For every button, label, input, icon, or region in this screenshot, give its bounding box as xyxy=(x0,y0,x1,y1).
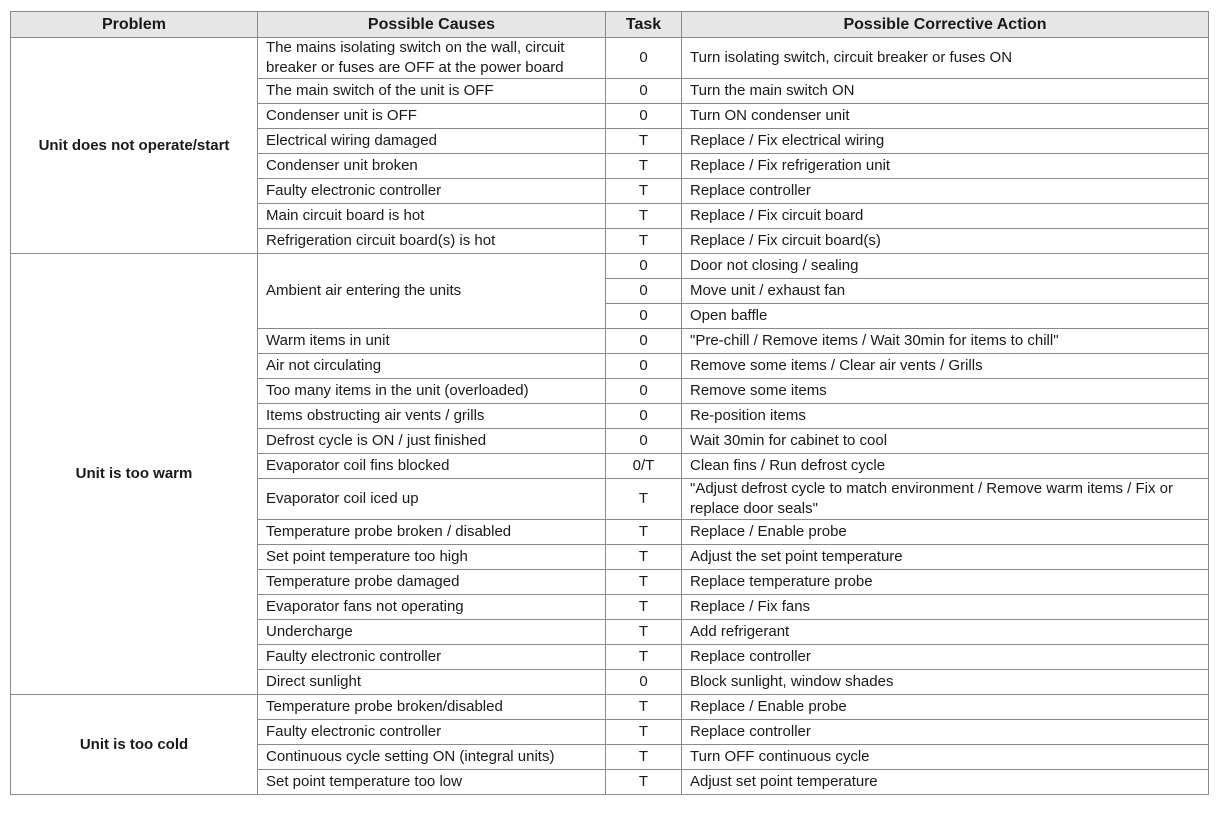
corrective-action-cell: Replace / Enable probe xyxy=(682,520,1209,545)
header-row xyxy=(11,12,1209,38)
corrective-action-cell: Wait 30min for cabinet to cool xyxy=(682,429,1209,454)
cause-cell: Faulty electronic controller xyxy=(258,179,606,204)
header-task: Task xyxy=(606,12,682,38)
corrective-action-cell: Replace / Fix electrical wiring xyxy=(682,129,1209,154)
corrective-action-cell: Adjust the set point temperature xyxy=(682,545,1209,570)
cause-cell: Warm items in unit xyxy=(258,329,606,354)
cause-cell: Evaporator coil fins blocked xyxy=(258,454,606,479)
corrective-action-cell: Add refrigerant xyxy=(682,620,1209,645)
cause-cell: Evaporator coil iced up xyxy=(258,479,606,520)
task-cell: 0 xyxy=(606,329,682,354)
task-cell: 0 xyxy=(606,38,682,79)
task-cell: T xyxy=(606,745,682,770)
table-row xyxy=(11,38,1209,79)
cause-cell: Continuous cycle setting ON (integral units) xyxy=(258,745,606,770)
cause-cell: Air not circulating xyxy=(258,354,606,379)
corrective-action-cell: Turn OFF continuous cycle xyxy=(682,745,1209,770)
task-cell: T xyxy=(606,620,682,645)
task-cell: 0 xyxy=(606,379,682,404)
task-cell: T xyxy=(606,720,682,745)
cause-cell: Electrical wiring damaged xyxy=(258,129,606,154)
task-cell: 0 xyxy=(606,304,682,329)
cause-cell: Defrost cycle is ON / just finished xyxy=(258,429,606,454)
task-cell: T xyxy=(606,229,682,254)
corrective-action-cell: Clean fins / Run defrost cycle xyxy=(682,454,1209,479)
cause-cell: Set point temperature too low xyxy=(258,770,606,795)
task-cell: 0 xyxy=(606,279,682,304)
cause-cell: Temperature probe damaged xyxy=(258,570,606,595)
corrective-action-cell: Turn the main switch ON xyxy=(682,79,1209,104)
problem-cell: Unit does not operate/start xyxy=(11,38,258,254)
cause-cell: Direct sunlight xyxy=(258,670,606,695)
corrective-action-cell: Replace / Enable probe xyxy=(682,695,1209,720)
task-cell: T xyxy=(606,645,682,670)
cause-cell: Items obstructing air vents / grills xyxy=(258,404,606,429)
corrective-action-cell: Replace controller xyxy=(682,645,1209,670)
cause-cell: Set point temperature too high xyxy=(258,545,606,570)
corrective-action-cell: Move unit / exhaust fan xyxy=(682,279,1209,304)
cause-cell: Evaporator fans not operating xyxy=(258,595,606,620)
task-cell: T xyxy=(606,479,682,520)
table-body xyxy=(11,38,1209,795)
cause-cell: Refrigeration circuit board(s) is hot xyxy=(258,229,606,254)
task-cell: T xyxy=(606,179,682,204)
cause-cell: Main circuit board is hot xyxy=(258,204,606,229)
task-cell: 0 xyxy=(606,79,682,104)
task-cell: T xyxy=(606,570,682,595)
task-cell: T xyxy=(606,129,682,154)
task-cell: T xyxy=(606,154,682,179)
task-cell: 0 xyxy=(606,404,682,429)
corrective-action-cell: Replace / Fix circuit board xyxy=(682,204,1209,229)
troubleshooting-table xyxy=(10,11,1209,795)
task-cell: T xyxy=(606,770,682,795)
corrective-action-cell: Turn ON condenser unit xyxy=(682,104,1209,129)
corrective-action-cell: Block sunlight, window shades xyxy=(682,670,1209,695)
cause-cell: The mains isolating switch on the wall, circuit breaker or fuses are OFF at the power board xyxy=(258,38,606,79)
corrective-action-cell: Replace temperature probe xyxy=(682,570,1209,595)
corrective-action-cell: Remove some items xyxy=(682,379,1209,404)
corrective-action-cell: Adjust set point temperature xyxy=(682,770,1209,795)
corrective-action-cell: Re-position items xyxy=(682,404,1209,429)
header-possible-causes: Possible Causes xyxy=(258,12,606,38)
corrective-action-cell: Remove some items / Clear air vents / Grills xyxy=(682,354,1209,379)
cause-cell: Faulty electronic controller xyxy=(258,720,606,745)
cause-cell: Temperature probe broken / disabled xyxy=(258,520,606,545)
cause-cell: Condenser unit is OFF xyxy=(258,104,606,129)
cause-cell: Temperature probe broken/disabled xyxy=(258,695,606,720)
table-row xyxy=(11,254,1209,279)
cause-cell: Too many items in the unit (overloaded) xyxy=(258,379,606,404)
problem-cell: Unit is too cold xyxy=(11,695,258,795)
corrective-action-cell: Replace controller xyxy=(682,720,1209,745)
cause-cell: The main switch of the unit is OFF xyxy=(258,79,606,104)
corrective-action-cell: Turn isolating switch, circuit breaker or fuses ON xyxy=(682,38,1209,79)
cause-cell: Undercharge xyxy=(258,620,606,645)
corrective-action-cell: Replace / Fix refrigeration unit xyxy=(682,154,1209,179)
task-cell: 0 xyxy=(606,354,682,379)
table-row xyxy=(11,695,1209,720)
corrective-action-cell: Door not closing / sealing xyxy=(682,254,1209,279)
header-problem: Problem xyxy=(11,12,258,38)
corrective-action-cell: Replace / Fix fans xyxy=(682,595,1209,620)
header-corrective-action: Possible Corrective Action xyxy=(682,12,1209,38)
cause-cell: Faulty electronic controller xyxy=(258,645,606,670)
cause-cell: Condenser unit broken xyxy=(258,154,606,179)
task-cell: 0 xyxy=(606,254,682,279)
corrective-action-cell: Replace controller xyxy=(682,179,1209,204)
task-cell: T xyxy=(606,520,682,545)
cause-cell: Ambient air entering the units xyxy=(258,254,606,329)
task-cell: 0 xyxy=(606,670,682,695)
corrective-action-cell: "Pre-chill / Remove items / Wait 30min for items to chill" xyxy=(682,329,1209,354)
task-cell: 0 xyxy=(606,104,682,129)
task-cell: T xyxy=(606,595,682,620)
task-cell: 0/T xyxy=(606,454,682,479)
task-cell: T xyxy=(606,545,682,570)
task-cell: 0 xyxy=(606,429,682,454)
corrective-action-cell: Replace / Fix circuit board(s) xyxy=(682,229,1209,254)
task-cell: T xyxy=(606,204,682,229)
corrective-action-cell: Open baffle xyxy=(682,304,1209,329)
problem-cell: Unit is too warm xyxy=(11,254,258,695)
corrective-action-cell: "Adjust defrost cycle to match environment / Remove warm items / Fix or replace door seals" xyxy=(682,479,1209,520)
task-cell: T xyxy=(606,695,682,720)
